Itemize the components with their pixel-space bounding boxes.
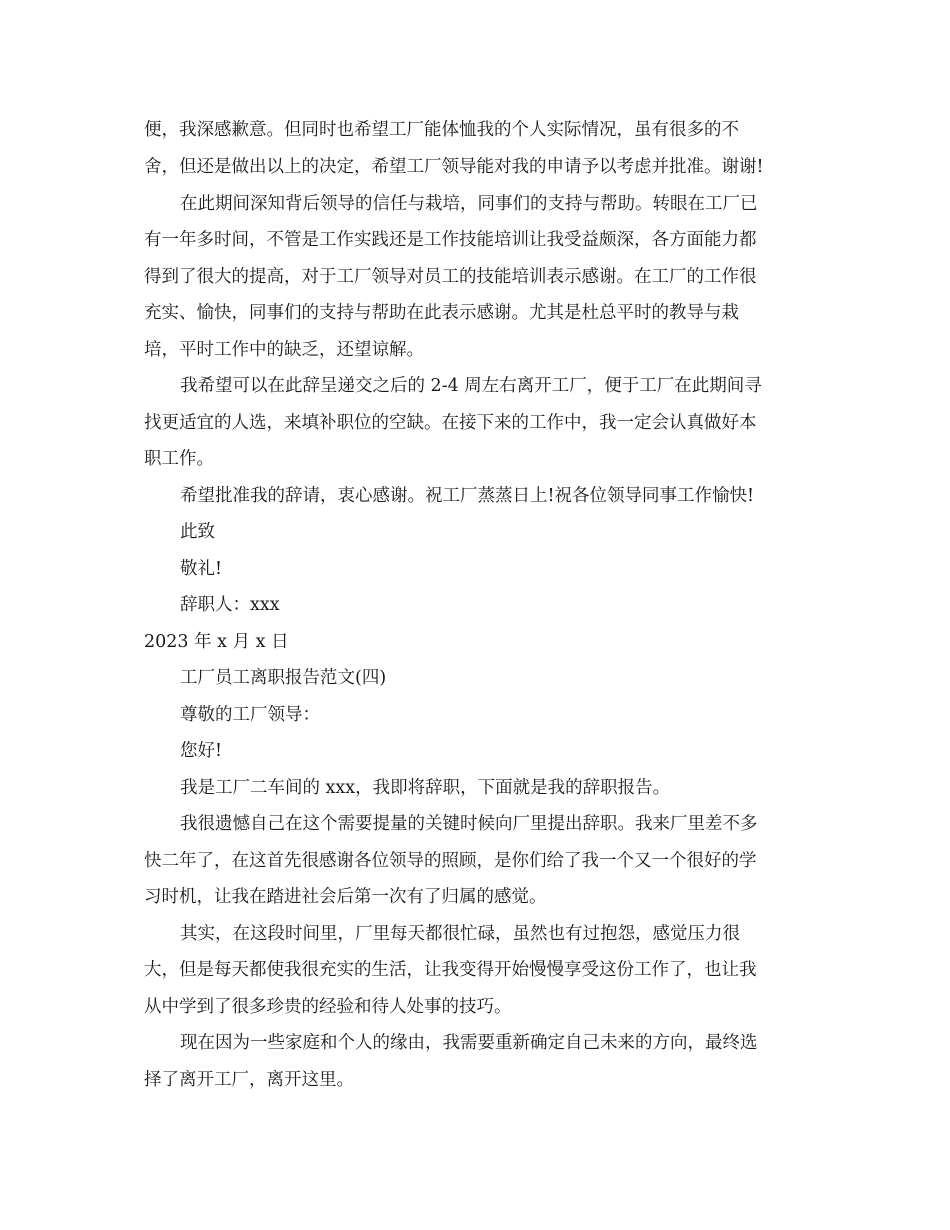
text-line: 找更适宜的人选，来填补职位的空缺。在接下来的工作中，我一定会认真做好本 bbox=[144, 413, 757, 433]
text-line: 其实，在这段时间里，厂里每天都很忙碌，虽然也有过抱怨，感觉压力很 bbox=[180, 924, 740, 944]
section-title: 工厂员工离职报告范文(四) bbox=[180, 668, 387, 688]
text-line: 得到了很大的提高，对于工厂领导对员工的技能培训表示感谢。在工厂的工作很 bbox=[144, 267, 757, 287]
signature-line: 辞职人：xxx bbox=[180, 595, 280, 615]
text-line: 培，平时工作中的缺乏，还望谅解。 bbox=[144, 340, 424, 360]
text-line: 习时机，让我在踏进社会后第一次有了归属的感觉。 bbox=[144, 887, 547, 907]
text-line: 我是工厂二车间的 xxx，我即将辞职，下面就是我的辞职报告。 bbox=[180, 778, 671, 798]
text-line: 现在因为一些家庭和个人的缘由，我需要重新确定自己未来的方向，最终选 bbox=[180, 1033, 758, 1053]
text-line: 职工作。 bbox=[144, 449, 214, 469]
text-line: 便，我深感歉意。但同时也希望工厂能体恤我的个人实际情况，虽有很多的不 bbox=[144, 120, 739, 140]
text-line: 大，但是每天都使我很充实的生活，让我变得开始慢慢享受这份工作了，也让我 bbox=[144, 960, 757, 980]
text-line: 舍，但还是做出以上的决定，希望工厂领导能对我的申请予以考虑并批准。谢谢! bbox=[144, 157, 764, 177]
text-line: 在此期间深知背后领导的信任与栽培，同事们的支持与帮助。转眼在工厂已 bbox=[180, 194, 758, 214]
text-line: 从中学到了很多珍贵的经验和待人处事的技巧。 bbox=[144, 997, 512, 1017]
text-line: 我很遗憾自己在这个需要提量的关键时候向厂里提出辞职。我来厂里差不多 bbox=[180, 814, 758, 834]
text-line: 快二年了，在这首先很感谢各位领导的照顾，是你们给了我一个又一个很好的学 bbox=[144, 851, 757, 871]
date-line: 2023 年 x 月 x 日 bbox=[144, 632, 289, 652]
text-line: 有一年多时间，不管是工作实践还是工作技能培训让我受益颇深，各方面能力都 bbox=[144, 230, 757, 250]
closing-line: 敬礼! bbox=[180, 559, 223, 579]
text-line: 希望批准我的辞请，衷心感谢。祝工厂蒸蒸日上!祝各位领导同事工作愉快! bbox=[180, 486, 755, 506]
closing-line: 此致 bbox=[180, 522, 215, 542]
greeting: 您好! bbox=[180, 741, 223, 761]
text-line: 择了离开工厂，离开这里。 bbox=[144, 1070, 354, 1090]
text-line: 我希望可以在此辞呈递交之后的 2-4 周左右离开工厂，便于工厂在此期间寻 bbox=[180, 376, 762, 396]
salutation: 尊敬的工厂领导： bbox=[180, 705, 320, 725]
text-line: 充实、愉快，同事们的支持与帮助在此表示感谢。尤其是杜总平时的教导与栽 bbox=[144, 303, 739, 323]
